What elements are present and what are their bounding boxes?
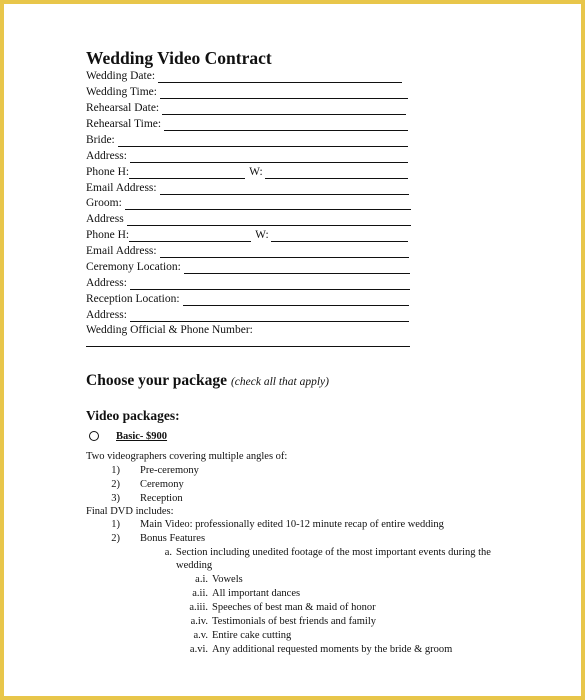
blank-line	[160, 182, 409, 195]
wedding-time-field[interactable]	[86, 85, 408, 99]
field-label: Phone H:	[86, 166, 130, 178]
blank-line	[130, 309, 409, 322]
blank-line	[130, 150, 408, 163]
angles-intro: Two videographers covering multiple angles of:	[86, 451, 288, 462]
package-heading-text: Choose your package	[86, 372, 227, 389]
video-packages-heading: Video packages:	[86, 408, 180, 423]
list-item: Bonus Features	[140, 533, 206, 544]
blank-line	[160, 245, 409, 258]
list-number: a.	[164, 547, 172, 558]
blank-line	[118, 134, 408, 147]
home-phone-line	[129, 166, 245, 179]
reception-location-field[interactable]	[86, 292, 409, 306]
list-number: a.i.	[195, 574, 208, 585]
field-label: Email Address:	[86, 182, 157, 194]
blank-line	[125, 197, 411, 210]
bride-email-field[interactable]	[86, 181, 409, 195]
field-label: Wedding Time:	[86, 86, 157, 98]
package-heading	[86, 372, 329, 390]
list-item: Speeches of best man & maid of honor	[212, 602, 376, 613]
wedding-official-line[interactable]	[86, 346, 410, 347]
list-item: Vowels	[212, 574, 243, 585]
field-label: Ceremony Location:	[86, 261, 181, 273]
wedding-date-field[interactable]	[86, 69, 402, 83]
field-label: Address:	[86, 277, 127, 289]
list-item-continuation: wedding	[176, 560, 213, 571]
basic-package-label[interactable]: Basic- $900	[116, 431, 168, 442]
rehearsal-date-field[interactable]	[86, 101, 406, 115]
list-item: Reception	[140, 493, 183, 504]
bride-field[interactable]	[86, 133, 408, 147]
list-number: a.vi.	[189, 644, 208, 655]
page-title: Wedding Video Contract	[86, 48, 272, 68]
field-label: Wedding Official & Phone Number:	[86, 324, 253, 336]
dvd-intro: Final DVD includes:	[86, 506, 174, 517]
rehearsal-time-field[interactable]	[86, 117, 408, 131]
groom-phone-field[interactable]	[86, 228, 408, 242]
list-number: 1)	[111, 465, 120, 476]
blank-line	[158, 70, 402, 83]
work-phone-line	[265, 166, 408, 179]
groom-email-field[interactable]	[86, 244, 409, 258]
groom-address-field[interactable]	[86, 212, 411, 226]
list-item: Main Video: professionally edited 10-12 minute recap of entire wedding	[140, 519, 444, 530]
list-item: Any additional requested moments by the bride & groom	[212, 644, 453, 655]
list-item: Testimonials of best friends and family	[212, 616, 377, 627]
blank-line	[183, 293, 409, 306]
work-phone-label: W:	[249, 166, 263, 178]
bride-address-field[interactable]	[86, 149, 408, 163]
wedding-official-field[interactable]	[86, 323, 410, 337]
document-page	[4, 4, 581, 696]
blank-line	[130, 277, 410, 290]
field-label: Rehearsal Date:	[86, 102, 160, 114]
list-item: Pre-ceremony	[140, 465, 199, 476]
blank-line	[160, 86, 408, 99]
ceremony-location-field[interactable]	[86, 260, 410, 274]
list-item: All important dances	[212, 588, 301, 599]
work-phone-label: W:	[255, 229, 269, 241]
blank-line	[162, 102, 406, 115]
list-number: 2)	[111, 533, 120, 544]
field-label: Address	[86, 213, 124, 225]
groom-field[interactable]	[86, 196, 411, 210]
field-label: Phone H:	[86, 229, 130, 241]
field-label: Groom:	[86, 197, 122, 209]
blank-line	[184, 261, 410, 274]
reception-address-field[interactable]	[86, 308, 409, 322]
blank-line	[127, 213, 411, 226]
list-item: Section including unedited footage of the most important events during the	[176, 547, 491, 558]
list-number: a.v.	[193, 630, 208, 641]
field-label: Address:	[86, 309, 127, 321]
list-number: 3)	[111, 493, 120, 504]
work-phone-line	[271, 229, 408, 242]
home-phone-line	[129, 229, 251, 242]
blank-line	[164, 118, 408, 131]
field-label: Wedding Date:	[86, 70, 156, 82]
basic-package-radio[interactable]	[89, 431, 99, 441]
ceremony-address-field[interactable]	[86, 276, 410, 290]
list-number: a.ii.	[192, 588, 208, 599]
field-label: Bride:	[86, 134, 115, 146]
bride-phone-field[interactable]	[86, 165, 408, 179]
list-number: 2)	[111, 479, 120, 490]
field-label: Email Address:	[86, 245, 157, 257]
field-label: Reception Location:	[86, 293, 180, 305]
package-note: (check all that apply)	[230, 376, 329, 388]
list-number: 1)	[111, 519, 120, 530]
field-label: Rehearsal Time:	[86, 118, 162, 130]
list-item: Entire cake cutting	[212, 630, 292, 641]
list-number: a.iv.	[190, 616, 208, 627]
list-number: a.iii.	[189, 602, 208, 613]
field-label: Address:	[86, 150, 127, 162]
list-item: Ceremony	[140, 479, 184, 490]
